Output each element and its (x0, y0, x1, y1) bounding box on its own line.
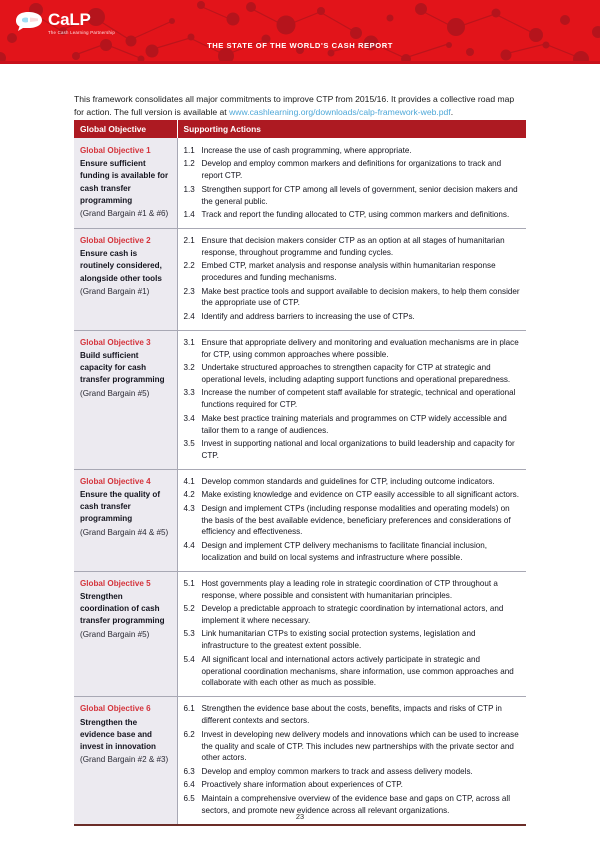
intro-text-after-link: . (450, 107, 454, 117)
supporting-actions-list (184, 145, 523, 221)
objective-statement: Ensure cash is routinely considered, alongside other tools (80, 249, 162, 283)
action-text: Track and report the funding allocated to CTP, using common markers and definitions. (201, 210, 510, 220)
supporting-action-item (184, 654, 523, 690)
table-row (74, 138, 526, 228)
supporting-actions-list (184, 703, 523, 816)
action-number: 3.3 (183, 388, 195, 398)
supporting-action-item (184, 779, 523, 791)
action-number: 3.5 (183, 439, 195, 449)
action-text: Undertake structured approaches to strengthen capacity for CTP at strategic and operational levels, including adapting support functions and operational preparedness. (201, 363, 511, 384)
action-text: Increase the use of cash programming, where appropriate. (201, 146, 412, 155)
action-number: 3.4 (183, 413, 195, 423)
table-row (74, 571, 526, 697)
action-text: All significant local and international actors actively participate in strategic and operational coordination mechanisms, share information, use common approaches and collaborate with each other as much as possible. (201, 654, 514, 688)
action-text: Ensure that appropriate delivery and monitoring and evaluation mechanisms are in place for CTP, using common approaches where possible. (201, 337, 519, 359)
action-number: 5.2 (183, 604, 195, 613)
supporting-action-item (184, 337, 523, 361)
supporting-action-item (184, 158, 523, 182)
action-number: 3.2 (183, 363, 195, 373)
report-title: THE STATE OF THE WORLD'S CASH REPORT (207, 41, 393, 50)
intro-paragraph (74, 93, 526, 120)
supporting-action-item (184, 209, 523, 221)
supporting-actions-cell (177, 138, 526, 228)
objective-heading: Global Objective 5 (80, 578, 151, 588)
objective-cell (74, 330, 177, 469)
action-text: Identify and address barriers to increasing the use of CTPs. (201, 311, 415, 321)
logo-wordmark: CaLP (48, 10, 91, 29)
action-number: 4.4 (183, 540, 195, 550)
supporting-action-item (184, 260, 523, 284)
supporting-actions-cell (177, 697, 526, 824)
supporting-actions-list (184, 235, 523, 323)
calp-framework-link[interactable]: www.cashlearning.org/downloads/calp-framework-web.pdf (229, 107, 451, 117)
action-text: Embed CTP, market analysis and response analysis within humanitarian response procedures and funding mechanisms. (201, 261, 496, 283)
action-text: Develop common standards and guidelines for CTP, including outcome indicators. (201, 476, 495, 486)
supporting-actions-cell (177, 469, 526, 571)
supporting-action-item (184, 729, 523, 765)
supporting-action-item (184, 503, 523, 539)
action-number: 5.3 (183, 629, 195, 639)
action-number: 4.2 (183, 490, 195, 500)
calp-logo (14, 10, 164, 44)
objective-statement: Build sufficient capacity for cash transfer programming (80, 350, 165, 385)
supporting-action-item (184, 184, 523, 208)
supporting-action-item (184, 489, 523, 501)
supporting-actions-cell (177, 330, 526, 469)
action-number: 3.1 (183, 337, 195, 347)
page-number: 23 (295, 812, 305, 821)
objective-heading: Global Objective 1 (80, 146, 151, 155)
table-header-row (74, 120, 526, 138)
logo-tagline: The Cash Learning Partnership (48, 30, 115, 35)
supporting-action-item (184, 578, 523, 602)
action-text: Invest in supporting national and local organizations to build leadership and capacity for CTP. (201, 439, 515, 460)
supporting-action-item (184, 235, 523, 259)
supporting-actions-list (184, 578, 523, 690)
supporting-action-item (184, 438, 523, 462)
action-text: Make existing knowledge and evidence on CTP easily accessible to all significant actors. (201, 490, 519, 500)
action-text: Strengthen the evidence base about the costs, benefits, impacts and risks of CTP in different contexts and sectors. (201, 704, 502, 726)
objective-cell (74, 228, 177, 330)
supporting-action-item (184, 540, 523, 564)
action-text: Increase the number of competent staff available for strategic, technical and operational functions required for CTP. (201, 388, 516, 410)
action-number: 6.2 (183, 729, 195, 739)
action-text: Design and implement CTPs (including response modalities and operating models) on the basis of the best available evidence, beneficiary preferences and considerations of efficiency and effectiveness. (201, 503, 511, 537)
action-number: 5.4 (183, 654, 195, 664)
action-number: 2.4 (183, 311, 195, 321)
column-header-supporting-actions: Supporting Actions (177, 120, 526, 138)
supporting-action-item (184, 476, 523, 488)
action-number: 1.2 (183, 159, 195, 169)
global-objectives-table (74, 120, 526, 824)
objective-heading: Global Objective 2 (80, 235, 151, 245)
action-text: Design and implement CTP delivery mechanisms to facilitate financial inclusion, localization and build on local systems and infrastructure where possible. (201, 540, 488, 562)
action-number: 6.3 (183, 766, 195, 776)
supporting-actions-list (184, 476, 523, 564)
objective-grand-bargain-ref: (Grand Bargain #5) (80, 388, 150, 398)
action-number: 4.1 (183, 476, 195, 486)
objective-cell (74, 138, 177, 228)
action-text: Link humanitarian CTPs to existing social protection systems, legislation and infrastructure to the greatest extent possible. (201, 629, 476, 651)
action-text: Make best practice tools and support available to decision makers, to help them consider the appropriate use of CTP. (201, 286, 520, 308)
supporting-action-item (184, 362, 523, 386)
supporting-action-item (184, 703, 523, 727)
calp-hand-logo-icon (14, 10, 44, 32)
action-text: Ensure that decision makers consider CTP as an option at all stages of humanitarian response, throughout programme and funding cycles. (201, 235, 505, 257)
table-row (74, 330, 526, 469)
table-row (74, 469, 526, 571)
objective-grand-bargain-ref: (Grand Bargain #4 & #5) (80, 527, 169, 537)
objective-grand-bargain-ref: (Grand Bargain #5) (80, 629, 150, 639)
supporting-action-item (184, 145, 523, 157)
table-row (74, 228, 526, 330)
action-number: 6.1 (183, 704, 195, 714)
action-text: Maintain a comprehensive overview of the evidence base and gaps on CTP, across all sectors, and promote new evidence across all relevant organizations. (201, 793, 510, 815)
supporting-action-item (184, 387, 523, 411)
table-row (74, 697, 526, 824)
supporting-action-item (184, 311, 523, 323)
action-text: Host governments play a leading role in strategic coordination of CTP throughout a response, where possible and consistent with humanitarian principles. (201, 578, 498, 600)
objective-statement: Ensure the quality of cash transfer programming (80, 490, 161, 524)
action-text: Develop and employ common markers and definitions for organizations to track and report CTP. (201, 159, 502, 181)
action-text: Develop a predictable approach to strategic coordination by international actors, and implement it where necessary. (201, 604, 504, 625)
intro-text-before-link: This framework consolidates all major commitments to improve CTP from 2015/16. It provides a collective road map for action. The full version is available at (74, 93, 515, 117)
table-header (74, 120, 526, 138)
action-text: Develop and employ common markers to track and assess delivery models. (201, 766, 473, 776)
objective-cell (74, 697, 177, 824)
supporting-action-item (184, 413, 523, 437)
objective-cell (74, 469, 177, 571)
action-text: Make best practice training materials and programmes on CTP widely accessible and tailor them to a range of audiences. (201, 413, 507, 435)
action-number: 6.4 (183, 780, 195, 790)
supporting-actions-cell (177, 571, 526, 697)
supporting-actions-list (184, 337, 523, 462)
action-number: 4.3 (183, 503, 195, 513)
action-text: Strengthen support for CTP among all levels of government, senior decision makers and the general public. (201, 184, 518, 206)
page-header-banner (0, 0, 600, 64)
action-number: 1.3 (183, 184, 195, 194)
action-text: Invest in developing new delivery models and innovations which can be used to increase the quality and scale of CTP. This includes new partnerships with the private sector and other actors. (201, 729, 519, 763)
action-number: 2.3 (183, 286, 195, 296)
supporting-action-item (184, 628, 523, 652)
table-bottom-rule (74, 824, 526, 826)
objective-cell (74, 571, 177, 697)
objective-statement: Ensure sufficient funding is available for cash transfer programming (80, 159, 169, 205)
action-number: 2.1 (183, 235, 195, 245)
objective-grand-bargain-ref: (Grand Bargain #2 & #3) (80, 755, 169, 765)
action-number: 1.4 (183, 210, 195, 220)
column-header-global-objective: Global Objective (74, 120, 177, 138)
supporting-action-item (184, 766, 523, 778)
objective-grand-bargain-ref: (Grand Bargain #1 & #6) (80, 209, 169, 219)
action-number: 2.2 (183, 261, 195, 271)
objective-statement: Strengthen the evidence base and invest in innovation (80, 717, 156, 751)
table-body (74, 138, 526, 824)
header-bottom-rule (0, 61, 600, 64)
supporting-action-item (184, 286, 523, 310)
action-number: 6.5 (183, 793, 195, 803)
action-number: 5.1 (183, 578, 195, 588)
objective-heading: Global Objective 3 (80, 337, 151, 347)
objective-grand-bargain-ref: (Grand Bargain #1) (80, 286, 150, 296)
action-text: Proactively share information about experiences of CTP. (201, 780, 403, 790)
supporting-action-item (184, 603, 523, 627)
objective-heading: Global Objective 4 (80, 476, 151, 486)
action-number: 1.1 (183, 146, 195, 155)
supporting-actions-cell (177, 228, 526, 330)
objective-heading: Global Objective 6 (80, 704, 151, 714)
objective-statement: Strengthen coordination of cash transfer programming (80, 591, 165, 626)
